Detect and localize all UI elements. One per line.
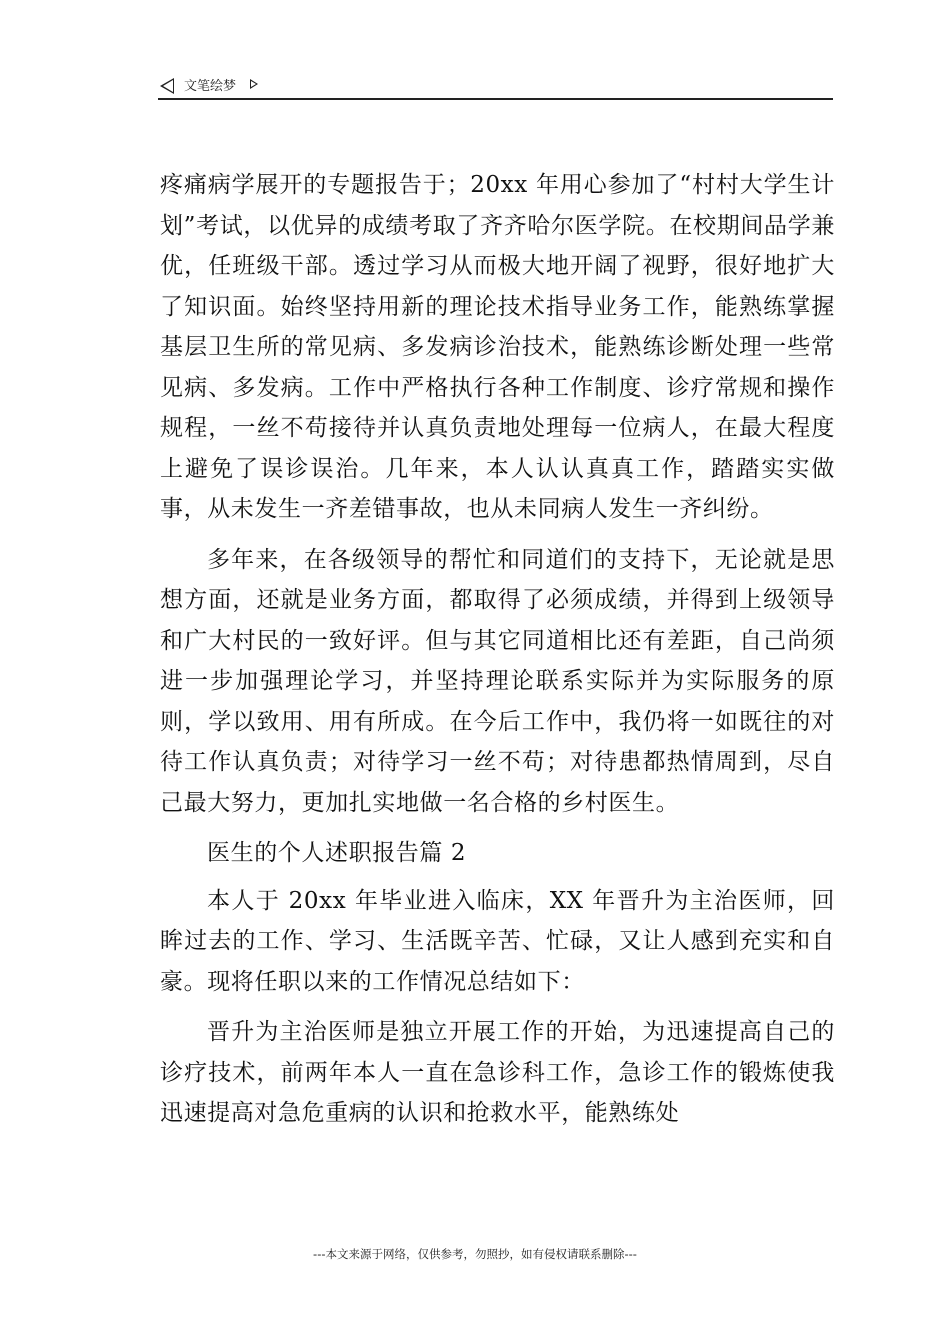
brand-name: 文笔绘梦 [184,79,237,94]
paragraph-2: 多年来，在各级领导的帮忙和同道们的支持下，无论就是思想方面，还就是业务方面，都取得了必须成绩，并得到上级领导和广大村民的一致好评。但与其它同道相比还有差距，自己尚须进一步加强理论学习，并坚持理论联系实际并为实际服务的原则，学以致用、用有所成。在今后工作中，我仍将一如既往的对待工作认真负责；对待学习一丝不苟；对待患都热情周到，尽自己最大努力，更加扎实地做一名合格的乡村医生。 [160,546,835,816]
paragraph-3: 本人于 20xx 年毕业进入临床，XX 年晋升为主治医师，回眸过去的工作、学习、生活既辛苦、忙碌，又让人感到充实和自豪。现将任职以来的工作情况总结如下： [160,887,835,995]
paragraph-4: 晋升为主治医师是独立开展工作的开始，为迅速提高自己的诊疗技术，前两年本人一直在急诊科工作，急诊工作的锻炼使我迅速提高对急危重病的认识和抢救水平，能熟练处 [160,1019,835,1126]
footer-notice: ---本文来源于网络，仅供参考，勿照抄，如有侵权请联系删除--- [313,1247,637,1261]
document-body [160,165,835,1144]
paragraph-1: 疼痛病学展开的专题报告于；20xx 年用心参加了“村村大学生计划”考试，以优异的成绩考取了齐齐哈尔医学院。在校期间品学兼优，任班级干部。透过学习从而极大地开阔了视野，很好地扩大了知识面。始终坚持用新的理论技术指导业务工作，能熟练掌握基层卫生所的常见病、多发病诊治技术，能熟练诊断处理一些常见病、多发病。工作中严格执行各种工作制度、诊疗常规和操作规程，一丝不苟接待并认真负责地处理每一位病人，在最大程度上避免了误诊误治。几年来，本人认认真真工作，踏踏实实做事，从未发生一齐差错事故，也从未同病人发生一齐纠纷。 [160,172,835,522]
page-header [158,72,833,100]
section-heading: 医生的个人述职报告篇 2 [207,840,467,866]
triangle-right-icon [250,79,258,89]
triangle-left-icon [160,78,174,94]
